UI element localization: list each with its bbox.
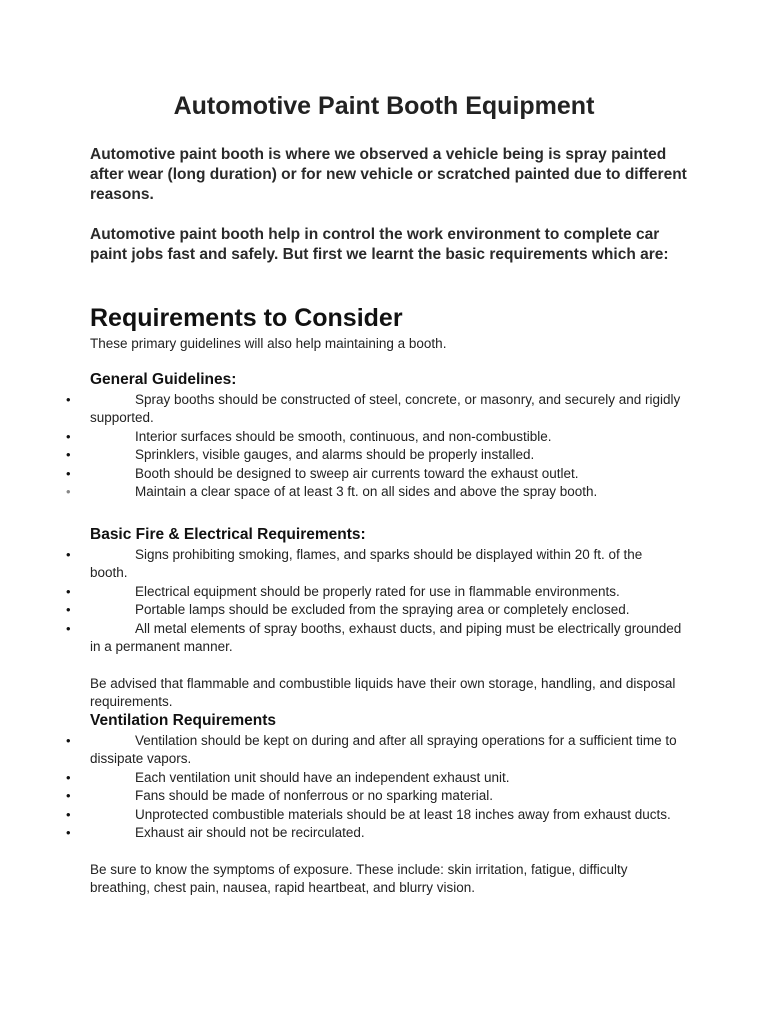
list-item [0,583,768,601]
bullet-icon: • [66,465,71,481]
fire-electrical-list [0,546,768,656]
bullet-icon: • [66,806,71,822]
list-item-text: All metal elements of spray booths, exhaust ducts, and piping must be electrically grounded in a permanent manner. [90,620,682,655]
list-item [0,787,768,805]
general-guidelines-heading: General Guidelines: [90,371,237,388]
list-item-text: Ventilation should be kept on during and after all spraying operations for a sufficient time to dissipate vapors. [90,733,677,767]
bullet-icon: • [66,447,71,463]
bullet-icon: • [66,428,71,444]
list-item-text: Spray booths should be constructed of steel, concrete, or masonry, and securely and rigidly supported. [90,392,681,426]
bullet-icon: • [66,392,71,407]
list-item-text: Booth should be designed to sweep air currents toward the exhaust outlet. [135,465,579,481]
requirements-subline: These primary guidelines will also help maintaining a booth. [90,336,447,351]
list-item [0,483,768,501]
list-item [0,620,768,657]
list-item-text: Exhaust air should not be recirculated. [135,825,365,841]
list-item [0,465,768,483]
bullet-icon: • [66,733,71,748]
intro-paragraph-2: Automotive paint booth help in control the work environment to complete car paint jobs fast and safely. But first we learnt the basic requirements which are: [90,226,669,263]
list-item [0,769,768,787]
list-item [0,601,768,619]
fire-electrical-heading: Basic Fire & Electrical Requirements: [90,526,366,543]
general-guidelines-list [0,391,768,501]
list-item-text: Fans should be made of nonferrous or no sparking material. [135,788,493,804]
bullet-icon: • [66,788,71,804]
ventilation-note: Be sure to know the symptoms of exposure. These include: skin irritation, fatigue, difficulty breathing, chest pain, nausea, rapid heartbeat, and blurry vision. [90,862,628,895]
list-item-text: Unprotected combustible materials should be at least 18 inches away from exhaust ducts. [135,806,671,822]
bullet-icon: • [66,620,71,636]
bullet-icon: • [66,583,71,599]
bullet-icon: • [66,825,71,841]
list-item-text: Portable lamps should be excluded from the spraying area or completely enclosed. [135,602,630,618]
list-item [0,446,768,464]
list-item [0,428,768,446]
list-item-text: Electrical equipment should be properly rated for use in flammable environments. [135,583,620,599]
requirements-heading: Requirements to Consider [90,304,403,332]
list-item-text: Signs prohibiting smoking, flames, and sparks should be displayed within 20 ft. of the booth. [90,547,643,581]
list-item-text: Maintain a clear space of at least 3 ft. on all sides and above the spray booth. [135,484,598,500]
bullet-icon: • [66,484,71,500]
intro-paragraph-1: Automotive paint booth is where we observed a vehicle being is spray painted after wear (long duration) or for new vehicle or scratched painted due to different reasons. [90,146,687,203]
list-item-text: Sprinklers, visible gauges, and alarms should be properly installed. [135,447,535,463]
list-item [0,824,768,842]
list-item-text: Interior surfaces should be smooth, continuous, and non-combustible. [135,428,552,444]
list-item-text: Each ventilation unit should have an independent exhaust unit. [135,769,510,785]
bullet-icon: • [66,769,71,785]
bullet-icon: • [66,547,71,562]
list-item [0,391,768,428]
document-title: Automotive Paint Booth Equipment [173,92,595,120]
list-item [0,806,768,824]
list-item [0,732,768,769]
list-item [0,546,768,583]
ventilation-heading: Ventilation Requirements [90,712,277,729]
bullet-icon: • [66,602,71,618]
ventilation-list [0,732,768,842]
fire-electrical-note: Be advised that flammable and combustible liquids have their own storage, handling, and disposal requirements. [90,676,676,709]
